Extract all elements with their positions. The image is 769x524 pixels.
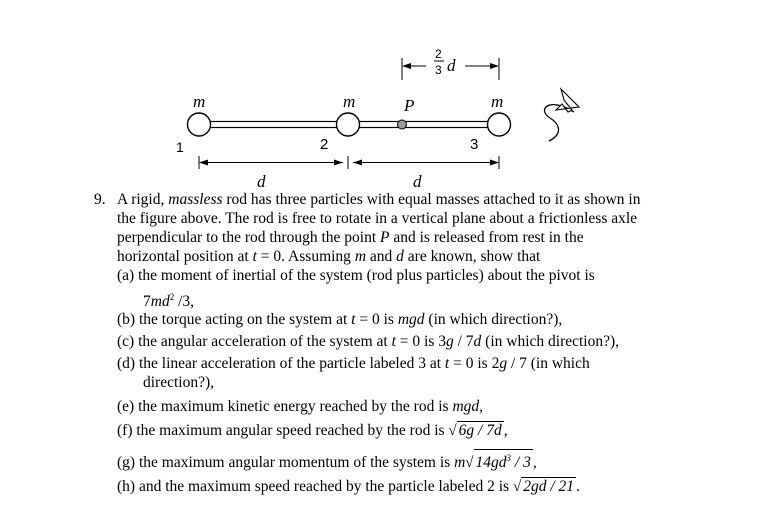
e-pre: (e) the maximum kinetic energy reached by the rod is [117,398,453,415]
a-value-post: /3, [174,293,195,310]
c-pre: (c) the angular acceleration of the system at [117,333,392,350]
problem-line-2: the figure above. The rod is free to rotate in a vertical plane about a frictionless axle [117,210,638,227]
line1-a: A rigid, [117,191,169,208]
b-t: t [351,311,356,328]
part-a: (a) the moment of inertial of the system (rod plus particles) about the pivot is [117,267,595,284]
part-d-line-2: direction?), [143,374,215,391]
b-post: (in which direction?), [424,311,563,328]
a-value-pre: 7 [143,293,151,310]
b-val: mgd [397,311,425,328]
particle-number-1: 1 [176,139,184,155]
mass-label-1: m [193,92,206,111]
d-post: / 7 (in which [507,355,590,372]
h-post: . [576,478,580,495]
g-rad [474,449,533,471]
problem-line-3 [117,228,584,248]
mass-label-3: m [491,92,504,111]
particle-3 [488,113,511,136]
h-pre: (h) and the maximum speed reached by the particle labeled 2 is [117,478,513,495]
c-slash: / 7 [453,333,474,350]
g-rad-a: 14gd [475,454,507,471]
sqrt-icon: √ [465,455,474,471]
c-t: t [391,333,396,350]
g-rad-sup: 3 [506,453,512,463]
line3-b: and is released from rest in the [389,229,584,246]
problem-number: 9. [94,191,106,208]
h-rad: 2gd / 21 [523,478,575,495]
a-value-md: md [150,293,170,310]
part-f [117,421,508,441]
d-pre: (d) the linear acceleration of the particle labeled 3 at [117,355,445,372]
particle-1 [188,113,211,136]
part-d [117,354,590,374]
rotation-arrow-icon [545,89,579,141]
line4-c: and [366,248,397,265]
a-value-sup: 2 [169,292,175,302]
e-val: mgd [452,398,480,415]
line4-e: are known, show that [403,248,541,265]
problem-line-1 [117,190,640,210]
particle-2 [337,113,360,136]
sqrt-icon: √ [448,423,457,439]
distance-label-left: d [257,172,266,191]
f-post: , [503,422,508,439]
b-mid: = 0 is [355,311,398,328]
c-post: (in which direction?), [481,333,620,350]
particle-number-3: 3 [470,136,479,153]
d-g: g [499,355,508,372]
line4-m: m [354,248,367,265]
d-mid: = 0 is 2 [449,355,500,372]
e-post: , [479,398,484,415]
distance-label-right: d [413,172,422,191]
d-t: t [444,355,450,372]
g-post: , [532,454,537,471]
line4-t: t [252,248,257,265]
distance-arrow-right [353,156,499,169]
g-pre: (g) the maximum angular momentum of the system is [117,454,455,471]
part-e [117,397,483,417]
c-g: g [445,333,454,350]
c-d: d [473,333,482,350]
line4-b: = 0. Assuming [256,248,355,265]
part-g [117,449,537,473]
pivot-point [398,120,407,129]
part-h [117,477,580,497]
line1-massless: massless [168,191,223,208]
f-pre: (f) the maximum angular speed reached by the rod is [117,422,449,439]
fraction-numerator: 2 [435,47,442,61]
f-rad: 6g / 7d [458,422,502,439]
part-c [117,332,619,352]
distance-arrow-left [199,156,348,169]
b-pre: (b) the torque acting on the system at [117,311,352,328]
line3-a: perpendicular to the rod through the point [117,229,381,246]
part-a-value [143,287,194,312]
fraction-d: d [447,56,456,75]
c-mid: = 0 is 3 [395,333,446,350]
pivot-label: P [404,96,415,115]
mass-label-2: m [343,92,356,111]
line1-c: rod has three particles with equal masses attached to it as shown in [222,191,641,208]
problem-line-4 [117,247,540,267]
fraction-denominator: 3 [435,63,442,77]
line4-a: horizontal position at [117,248,253,265]
line4-d: d [396,248,404,265]
particle-number-2: 2 [320,136,329,153]
g-rad-b: / 3 [511,454,531,471]
part-b [117,310,562,330]
g-m: m [454,454,466,471]
sqrt-icon: √ [512,479,522,495]
line3-p: P [380,229,390,246]
rod-figure [0,0,769,200]
